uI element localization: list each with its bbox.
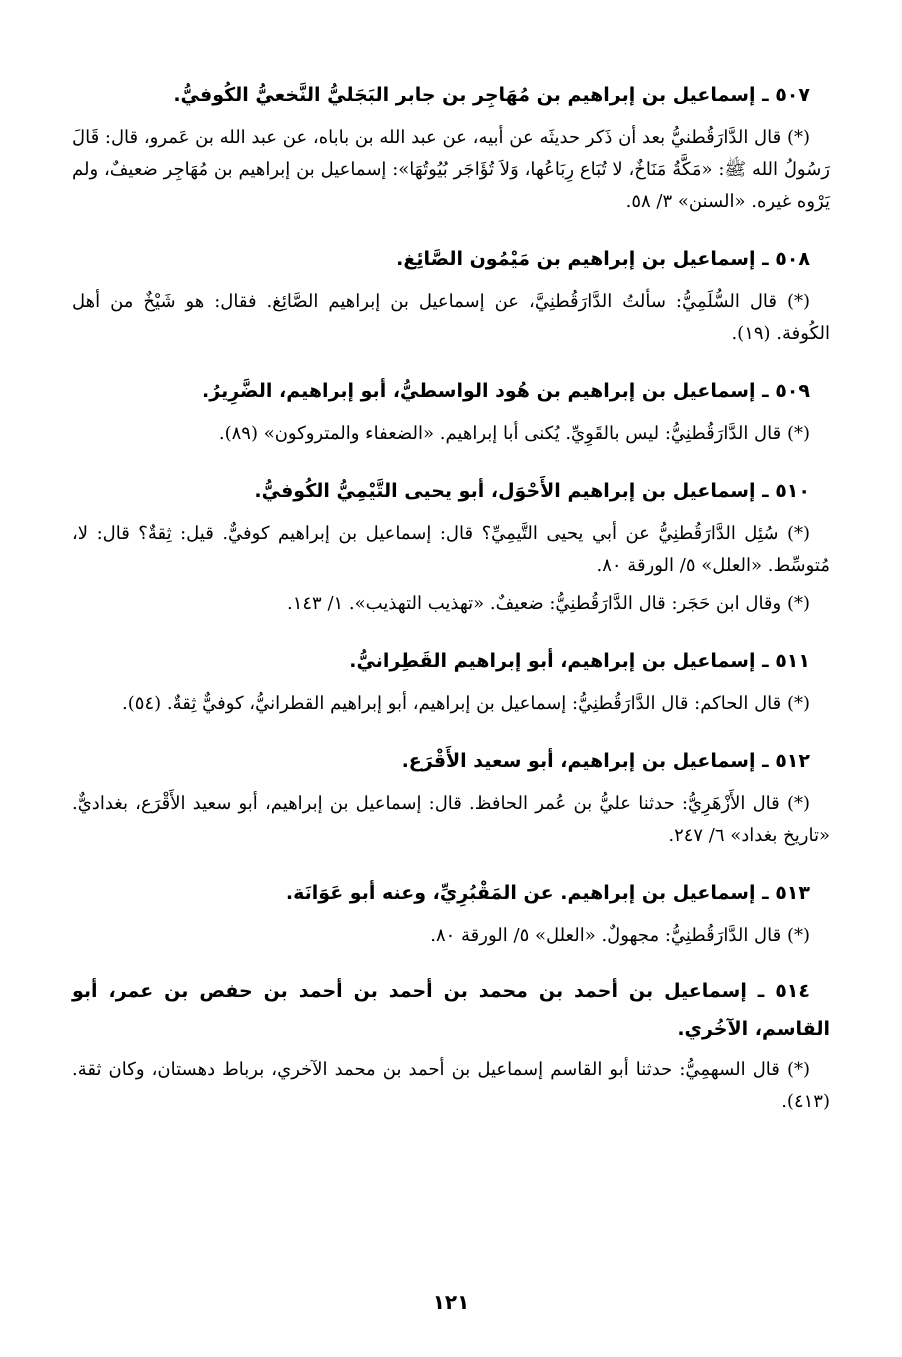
entry-text: (*) قال الحاكم: قال الدَّارَقُطنِيُّ: إسماعيل بن إبراهيم، أبو إبراهيم القطرانيُّ، كوفيٌّ ثِقةٌ. (٥٤). [122, 693, 810, 714]
entry-heading: ٥٠٨ ـ إسماعيل بن إبراهيم بن مَيْمُون الصَّائِغ. [396, 248, 810, 270]
entry-heading: ٥١٣ ـ إسماعيل بن إبراهيم. عن المَقْبُرِيِّ، وعنه أبو عَوَانَة. [285, 882, 810, 904]
entry-513 [72, 872, 830, 952]
page-number: ١٢١ [432, 1290, 470, 1314]
entry-507 [72, 74, 830, 218]
entry-text: (*) قال الدَّارَقُطنيُّ بعد أن ذَكر حديثَه عن أبيه، عن عبد الله بن باباه، عن عبد الله بن عَمرو، قال: قَالَ رَسُولُ الله ﷺ: «مَكَّةُ مَنَاخٌ، لا تُبَاع رِبَاعُها، وَلاَ تُؤَاجَر بُيُوتُهَا»: إسماعيل بن إبراهيم بن مُهَاجِر ضعيفٌ، ولم يَرْوه غيره. «السنن» ٣/ ٥٨. [72, 127, 830, 212]
entry-text: (*) قال الدَّارَقُطنِيُّ: ليس بالقَوِيِّ. يُكنى أبا إبراهيم. «الضعفاء والمتروكون» (٨٩). [218, 423, 810, 444]
entry-text: (*) وقال ابن حَجَر: قال الدَّارَقُطنِيُّ: ضعيفٌ. «تهذيب التهذيب». ١/ ١٤٣. [286, 593, 810, 614]
entry-heading: ٥١٤ ـ إسماعيل بن أحمد بن محمد بن أحمد بن أحمد بن حفص بن عمر، أبو القاسم، الآخُري. [72, 980, 830, 1040]
entry-text: (*) قال السهمِيُّ: حدثنا أبو القاسم إسماعيل بن أحمد بن محمد الآخري، برباط دهستان، وكان ثقة. (٤١٣). [72, 1059, 830, 1112]
entry-510 [72, 470, 830, 620]
entry-512 [72, 740, 830, 852]
entry-heading: ٥٠٩ ـ إسماعيل بن إبراهيم بن هُود الواسطيُّ، أبو إبراهيم، الضَّرِيرُ. [202, 380, 810, 402]
entry-text: (*) سُئِل الدَّارَقُطنِيُّ عن أبي يحيى التَّيمِيِّ؟ قال: إسماعيل بن إبراهيم كوفيٌّ. قيل: ثِقةٌ؟ قال: لا، مُتوسِّط. «العلل» ٥/ الورقة ٨٠. [72, 523, 830, 576]
entry-text: (*) قال السُّلَمِيُّ: سألتُ الدَّارَقُطنِيَّ، عن إسماعيل بن إبراهيم الصَّائِغ. فقال: هو شَيْخٌ من أهل الكُوفة. (١٩). [72, 291, 830, 344]
entry-511 [72, 640, 830, 720]
entry-heading: ٥١٠ ـ إسماعيل بن إبراهيم الأَحْوَل، أبو يحيى التَّيْمِيُّ الكُوفيُّ. [254, 480, 810, 502]
entry-heading: ٥١٢ ـ إسماعيل بن إبراهيم، أبو سعيد الأَقْرَع. [401, 750, 810, 772]
entry-heading: ٥١١ ـ إسماعيل بن إبراهيم، أبو إبراهيم القَطِرانيُّ. [349, 650, 810, 672]
entry-509 [72, 370, 830, 450]
entry-text: (*) قال الأَزْهَرِيُّ: حدثنا عليُّ بن عُمر الحافظ. قال: إسماعيل بن إبراهيم، أبو سعيد الأَقْرَع، بغداديٌّ. «تاريخ بغداد» ٦/ ٢٤٧. [72, 793, 830, 846]
entry-514 [72, 972, 830, 1118]
entry-heading: ٥٠٧ ـ إسماعيل بن إبراهيم بن مُهَاجِر بن جابر البَجَليُّ النَّخعيُّ الكُوفيُّ. [173, 84, 810, 106]
entry-508 [72, 238, 830, 350]
entry-text: (*) قال الدَّارَقُطنِيُّ: مجهولٌ. «العلل» ٥/ الورقة ٨٠. [430, 925, 810, 946]
